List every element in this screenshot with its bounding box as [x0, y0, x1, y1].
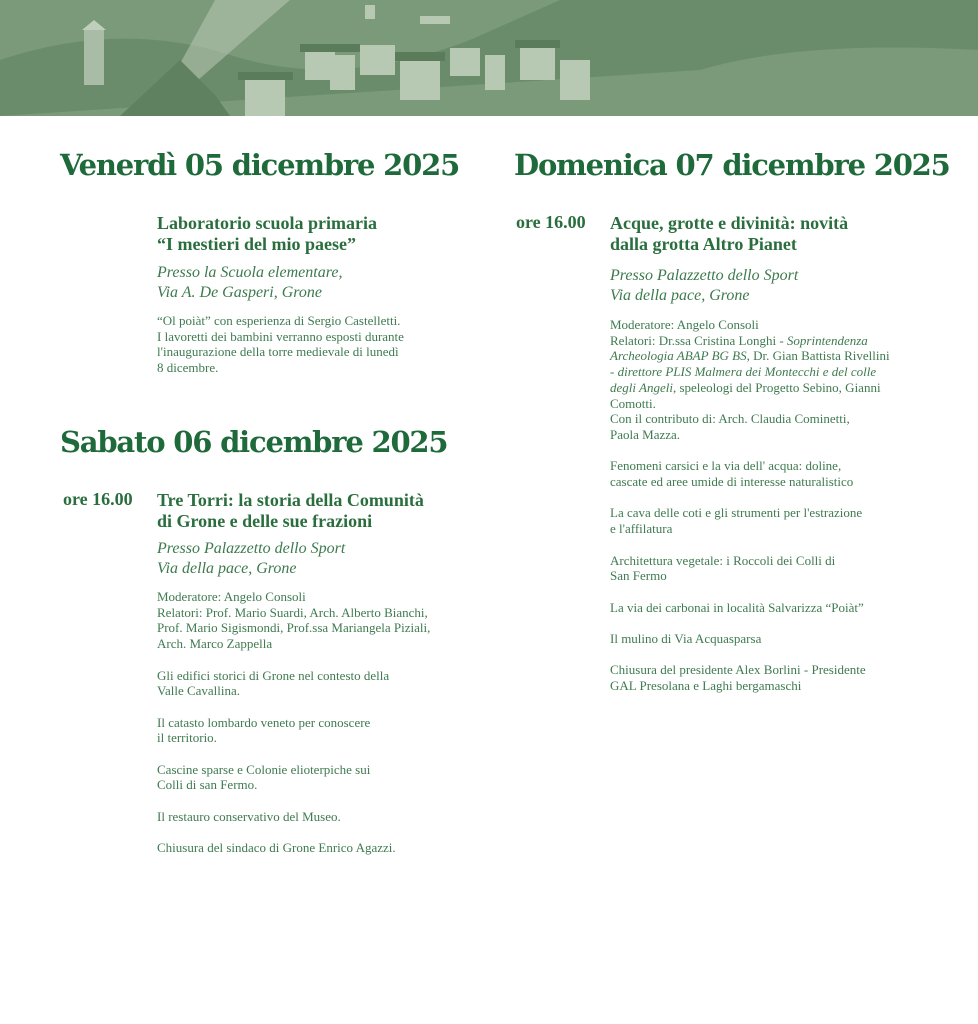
speakers-text [610, 317, 930, 443]
program-item: Cascine sparse e Colonie elioterpiche sui Colli di san Fermo. [157, 761, 371, 793]
event-program [157, 589, 477, 856]
program-item: La cava delle coti e gli strumenti per l'estrazione e l'affilatura [610, 505, 863, 537]
speakers-prefix: Relatori: Dr.ssa Cristina Longhi - [610, 332, 787, 348]
event-title: Acque, grotte e divinità: novità dalla grotta Altro Pianet [610, 213, 849, 254]
event-location: Presso Palazzetto dello Sport Via della pace, Grone [157, 540, 346, 577]
event-time: ore 16.00 [63, 489, 133, 509]
speakers-mid: , Dr. Gian Battista Rivellini [746, 348, 890, 364]
day-heading-saturday: Sabato 06 dicembre 2025 [60, 425, 448, 459]
program-item: Architettura vegetale: i Roccoli dei Colli di San Fermo [610, 552, 836, 584]
program-item: La via dei carbonai in località Salvarizza “Poiàt” [610, 599, 864, 615]
speakers-text: Moderatore: Angelo Consoli Relatori: Prof. Mario Suardi, Arch. Alberto Bianchi, Prof. Mario Sigismondi, Prof.ssa Mariangela Piziali, Arch. Marco Zappella [157, 589, 431, 652]
contributors: Con il contributo di: Arch. Claudia Cominetti, Paola Mazza. [610, 411, 850, 442]
event-description [157, 313, 457, 376]
program-item: Fenomeni carsici e la via dell' acqua: doline, cascate ed aree umide di interesse naturalistico [610, 458, 854, 490]
event-program [610, 317, 930, 694]
village-landscape-illustration [0, 0, 978, 116]
event-description-text: “Ol poiàt” con esperienza di Sergio Castelletti. I lavoretti dei bambini verranno esposti durante l'inaugurazione della torre medievale di lunedì 8 dicembre. [157, 313, 404, 376]
speakers-suffix: , speleologi del Progetto Sebino, Gianni Comotti. [610, 379, 881, 411]
program-item: Chiusura del sindaco di Grone Enrico Agazzi. [157, 840, 396, 856]
speaker-affiliation: Soprintendenza Archeologia ABAP BG BS [610, 332, 868, 364]
event-location: Presso la Scuola elementare, Via A. De Gasperi, Grone [157, 264, 343, 301]
event-title: Laboratorio scuola primaria “I mestieri del mio paese” [157, 213, 377, 254]
speaker-affiliation: - direttore PLIS Malmera dei Montecchi e del colle degli Angeli [610, 364, 877, 395]
header-banner-photo [0, 0, 978, 116]
program-item: Il restauro conservativo del Museo. [157, 808, 341, 824]
program-item: Gli edifici storici di Grone nel contesto della Valle Cavallina. [157, 667, 390, 699]
day-heading-friday: Venerdì 05 dicembre 2025 [60, 148, 460, 182]
event-location: Presso Palazzetto dello Sport Via della pace, Grone [610, 267, 799, 304]
event-time: ore 16.00 [516, 212, 586, 232]
event-title: Tre Torri: la storia della Comunità di Grone e delle sue frazioni [157, 490, 424, 531]
moderator: Moderatore: Angelo Consoli [610, 317, 759, 332]
program-item: Il catasto lombardo veneto per conoscere il territorio. [157, 714, 371, 746]
program-item: Chiusura del presidente Alex Borlini - Presidente GAL Presolana e Laghi bergamaschi [610, 662, 866, 694]
day-heading-sunday: Domenica 07 dicembre 2025 [514, 148, 950, 182]
program-item: Il mulino di Via Acquasparsa [610, 630, 762, 646]
